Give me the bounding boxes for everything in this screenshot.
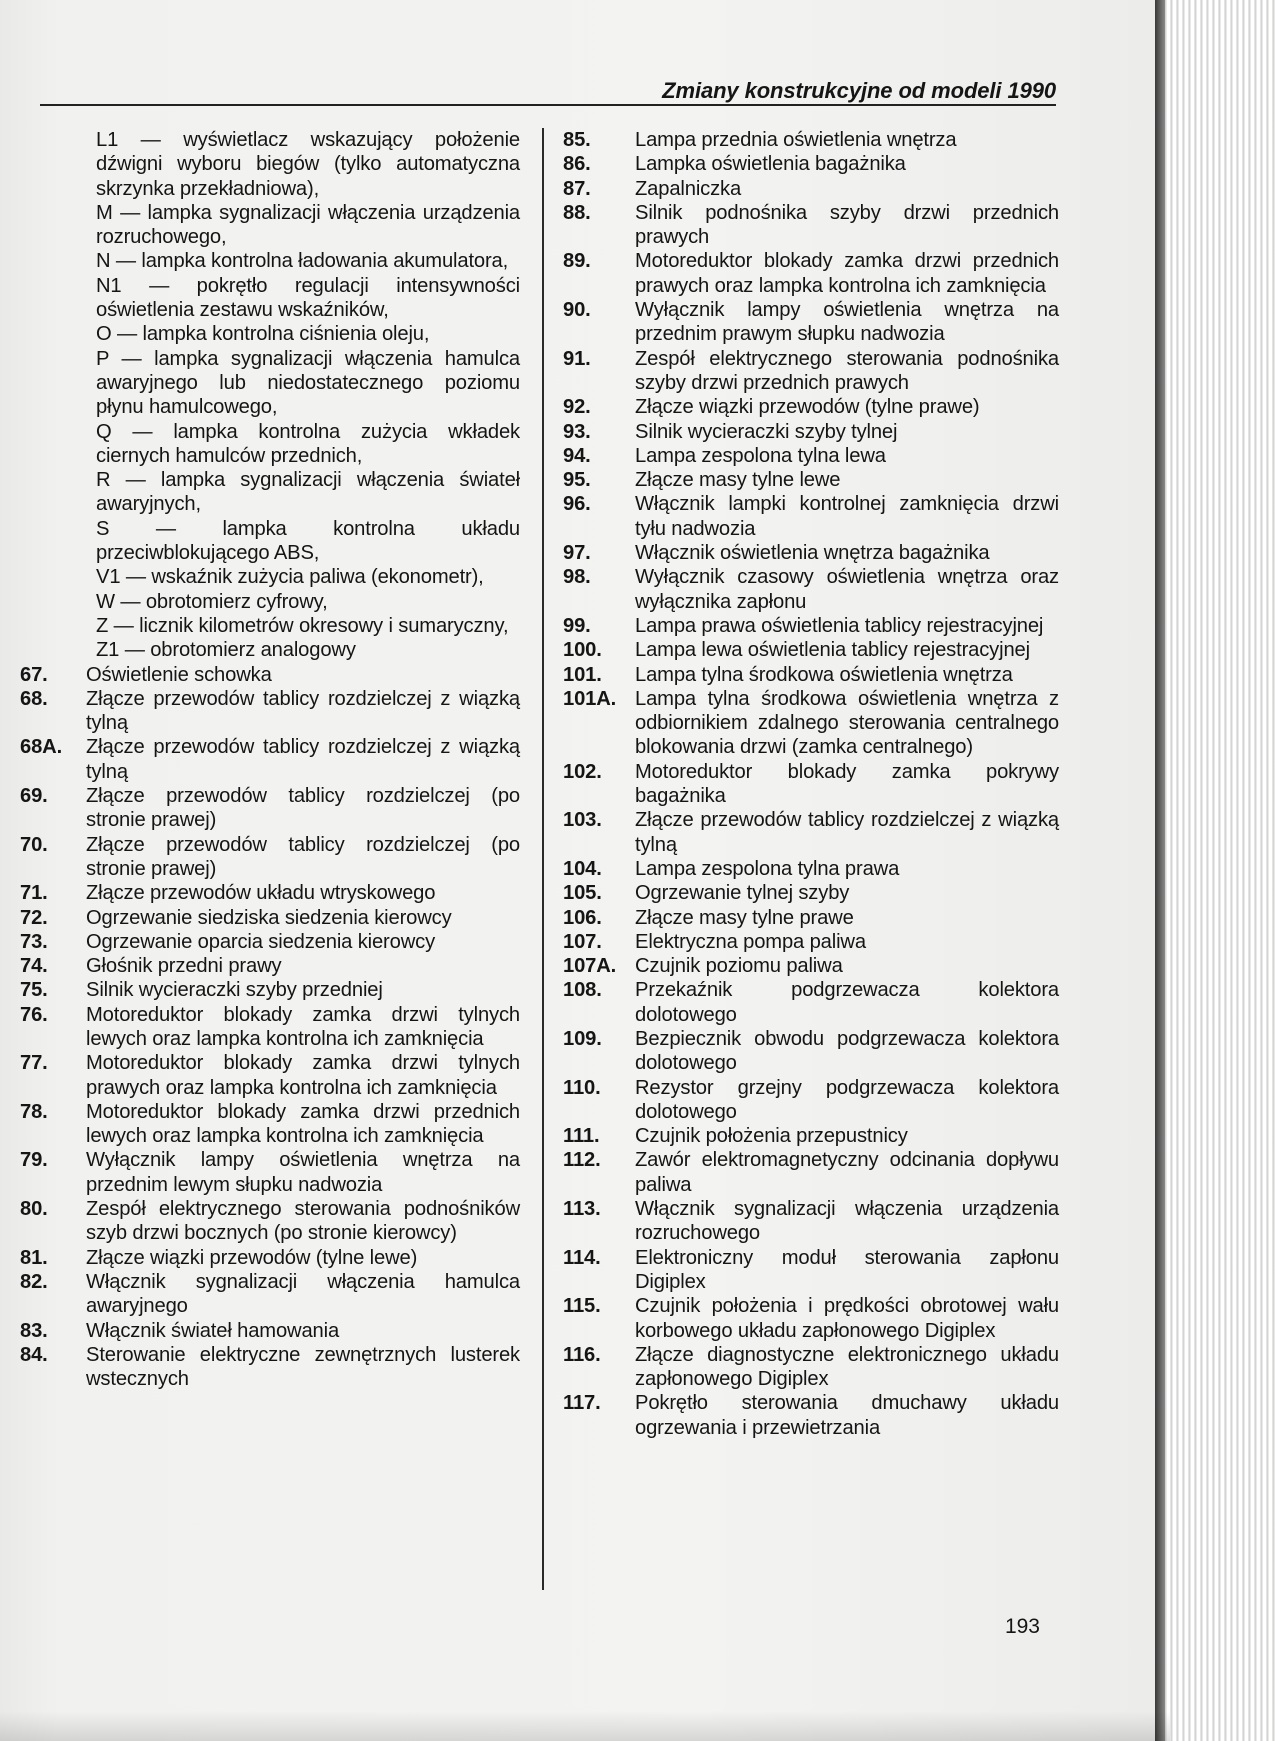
list-item [563, 565, 1059, 614]
list-item [20, 1003, 520, 1052]
right-item-list [563, 128, 1059, 1440]
item-number: 67. [20, 663, 48, 686]
list-item [20, 881, 520, 905]
list-item [563, 663, 1059, 687]
item-number: 115. [563, 1295, 601, 1318]
list-item [20, 1197, 520, 1246]
item-text: Złącze przewodów układu wtryskowego [86, 882, 436, 905]
item-number: 94. [563, 444, 591, 467]
list-item [20, 1148, 520, 1197]
item-text: Pokrętło sterowania dmuchawy układu ogrzewania i przewietrzania [635, 1392, 1059, 1439]
item-number: 72. [20, 906, 48, 929]
list-item [20, 1246, 520, 1270]
item-number: 84. [20, 1343, 48, 1366]
item-text: Czujnik poziomu paliwa [635, 955, 843, 978]
list-item [563, 760, 1059, 809]
item-number: 98. [563, 566, 591, 589]
legend-entry: N1 — pokrętło regulacji intensywności oświetlenia zestawu wskaźników, [96, 274, 520, 322]
item-number: 113. [563, 1198, 601, 1221]
item-text: Złącze przewodów tablicy rozdzielczej z wiązką tylną [86, 687, 520, 735]
item-text: Przekaźnik podgrzewacza kolektora dolotowego [635, 979, 1059, 1026]
item-number: 79. [20, 1149, 48, 1172]
item-text: Złącze przewodów tablicy rozdzielczej z wiązką tylną [86, 736, 520, 783]
scan-shadow [0, 1711, 1170, 1741]
list-item [563, 1391, 1059, 1440]
item-number: 85. [563, 129, 591, 151]
item-number: 108. [563, 979, 602, 1002]
item-text: Złącze przewodów tablicy rozdzielczej z wiązką tylną [635, 809, 1059, 856]
item-number: 114. [563, 1246, 601, 1269]
item-text: Ogrzewanie oparcia siedzenia kierowcy [86, 930, 436, 953]
list-item [563, 687, 1059, 760]
list-item [563, 1294, 1059, 1343]
list-item [563, 954, 1059, 978]
list-item [563, 395, 1059, 419]
item-text: Zawór elektromagnetyczny odcinania dopływu paliwa [635, 1149, 1059, 1196]
list-item [563, 152, 1059, 176]
item-text: Złącze wiązki przewodów (tylne prawe) [635, 396, 980, 419]
item-number: 76. [20, 1003, 48, 1026]
item-number: 105. [563, 882, 602, 905]
legend-entry: Z — licznik kilometrów okresowy i sumaryczny, [96, 614, 509, 637]
list-item [563, 930, 1059, 954]
item-number: 101. [563, 663, 602, 686]
item-text: Włącznik sygnalizacji włączenia hamulca awaryjnego [86, 1270, 520, 1318]
item-text: Lampa tylna środkowa oświetlenia wnętrza z odbiornikiem zdalnego sterowania centralnego blokowania drzwi (zamka centralnego) [635, 687, 1059, 759]
item-text: Lampa tylna środkowa oświetlenia wnętrza [635, 663, 1013, 686]
item-number: 77. [20, 1052, 48, 1075]
item-number: 89. [563, 250, 591, 273]
list-item [563, 1246, 1059, 1295]
legend-entry: M — lampka sygnalizacji włączenia urządzenia rozruchowego, [96, 201, 520, 249]
list-item [563, 420, 1059, 444]
item-text: Sterowanie elektryczne zewnętrznych lusterek wstecznych [86, 1343, 520, 1391]
item-text: Lampa lewa oświetlenia tablicy rejestracyjnej [635, 639, 1030, 662]
item-text: Oświetlenie schowka [86, 663, 272, 686]
list-item [563, 881, 1059, 905]
list-item [20, 1100, 520, 1149]
item-text: Motoreduktor blokady zamka drzwi tylnych lewych oraz lampka kontrolna ich zamknięcia [86, 1003, 520, 1050]
list-item [563, 857, 1059, 881]
item-number: 96. [563, 493, 591, 516]
item-text: Głośnik przedni prawy [86, 955, 282, 978]
legend-entry: S — lampka kontrolna układu przeciwblokującego ABS, [96, 517, 520, 565]
list-item [563, 541, 1059, 565]
item-number: 109. [563, 1027, 602, 1050]
list-item [20, 1319, 520, 1343]
item-number: 68A. [20, 736, 63, 759]
list-item [20, 784, 520, 833]
legend-entry: N — lampka kontrolna ładowania akumulatora, [96, 250, 509, 273]
item-number: 116. [563, 1343, 601, 1366]
list-item [563, 808, 1059, 857]
item-number: 70. [20, 833, 48, 856]
item-number: 81. [20, 1246, 48, 1269]
item-number: 107A. [563, 955, 617, 978]
item-number: 78. [20, 1100, 48, 1123]
item-number: 80. [20, 1198, 48, 1221]
item-text: Złącze przewodów tablicy rozdzielczej (po stronie prawej) [86, 833, 520, 880]
item-text: Motoreduktor blokady zamka pokrywy bagażnika [635, 760, 1059, 808]
list-item [20, 906, 520, 930]
column-divider [542, 128, 544, 1590]
item-text: Elektryczna pompa paliwa [635, 930, 866, 953]
item-number: 83. [20, 1319, 48, 1342]
item-number: 112. [563, 1149, 601, 1172]
item-number: 104. [563, 857, 602, 880]
item-text: Czujnik położenia i prędkości obrotowej wału korbowego układu zapłonowego Digiplex [635, 1295, 1059, 1342]
legend-entry: O — lampka kontrolna ciśnienia oleju, [96, 323, 430, 346]
item-text: Złącze diagnostyczne elektronicznego układu zapłonowego Digiplex [635, 1343, 1059, 1391]
item-text: Czujnik położenia przepustnicy [635, 1125, 908, 1148]
list-item [563, 177, 1059, 201]
legend-entry: L1 — wyświetlacz wskazujący położenie dźwigni wyboru biegów (tylko automatyczna skrzynka przekładniowa), [96, 129, 520, 200]
list-item [563, 201, 1059, 250]
item-number: 87. [563, 177, 591, 200]
item-text: Ogrzewanie siedziska siedzenia kierowcy [86, 906, 452, 929]
item-text: Motoreduktor blokady zamka drzwi tylnych prawych oraz lampka kontrolna ich zamknięcia [86, 1052, 520, 1099]
list-item [563, 906, 1059, 930]
item-text: Silnik wycieraczki szyby przedniej [86, 979, 383, 1002]
item-text: Motoreduktor blokady zamka drzwi przednich lewych oraz lampka kontrolna ich zamknięcia [86, 1100, 520, 1148]
item-number: 91. [563, 347, 591, 370]
list-item [20, 1270, 520, 1319]
item-number: 92. [563, 396, 591, 419]
item-text: Motoreduktor blokady zamka drzwi przednich prawych oraz lampka kontrolna ich zamknięcia [635, 250, 1059, 297]
item-text: Lampa prawa oświetlenia tablicy rejestracyjnej [635, 614, 1044, 637]
item-number: 102. [563, 760, 602, 783]
item-number: 97. [563, 542, 591, 565]
list-item [20, 930, 520, 954]
legend-entry: Z1 — obrotomierz analogowy [96, 639, 356, 662]
item-text: Zespół elektrycznego sterowania podnośnika szyby drzwi przednich prawych [635, 347, 1059, 394]
list-item [563, 1343, 1059, 1392]
item-text: Wyłącznik czasowy oświetlenia wnętrza oraz wyłącznika zapłonu [635, 566, 1059, 613]
item-number: 95. [563, 469, 591, 492]
item-number: 93. [563, 420, 591, 443]
list-item [563, 298, 1059, 347]
item-number: 110. [563, 1076, 601, 1099]
item-text: Lampa zespolona tylna prawa [635, 857, 900, 880]
list-item [20, 687, 520, 736]
item-text: Lampka oświetlenia bagażnika [635, 153, 906, 176]
item-number: 86. [563, 153, 591, 176]
running-header: Zmiany konstrukcyjne od modeli 1990 [662, 78, 1056, 103]
list-item [20, 1343, 520, 1392]
legend-entry: Q — lampka kontrolna zużycia wkładek ciernych hamulców przednich, [96, 420, 520, 467]
list-item [563, 347, 1059, 396]
list-item [563, 444, 1059, 468]
item-text: Włącznik sygnalizacji włączenia urządzenia rozruchowego [635, 1198, 1059, 1245]
item-number: 68. [20, 687, 48, 710]
item-text: Zapalniczka [635, 177, 742, 200]
item-text: Lampa zespolona tylna lewa [635, 444, 886, 467]
list-item [563, 978, 1059, 1027]
item-text: Włącznik świateł hamowania [86, 1319, 340, 1342]
item-text: Złącze masy tylne lewe [635, 469, 841, 492]
item-text: Włącznik oświetlenia wnętrza bagażnika [635, 542, 990, 565]
item-number: 90. [563, 299, 591, 322]
item-text: Zespół elektrycznego sterowania podnośników szyb drzwi bocznych (po stronie kierowcy) [86, 1198, 520, 1245]
header-rule [40, 104, 1056, 106]
item-number: 100. [563, 639, 602, 662]
item-number: 106. [563, 906, 602, 929]
list-item [20, 735, 520, 784]
item-text: Silnik podnośnika szyby drzwi przednich prawych [635, 201, 1059, 249]
item-number: 71. [20, 882, 48, 905]
item-number: 103. [563, 809, 602, 832]
item-text: Złącze przewodów tablicy rozdzielczej (po stronie prawej) [86, 785, 520, 832]
item-text: Wyłącznik lampy oświetlenia wnętrza na przednim prawym słupku nadwozia [635, 299, 1059, 346]
item-number: 99. [563, 614, 591, 637]
book-page-edge [1155, 0, 1275, 1741]
item-text: Elektroniczny moduł sterowania zapłonu Digiplex [635, 1246, 1059, 1293]
list-item [20, 1051, 520, 1100]
book-gutter-shadow [1155, 0, 1165, 1741]
legend-entry: P — lampka sygnalizacji włączenia hamulca awaryjnego lub niedostatecznego poziomu płynu hamulcowego, [96, 347, 520, 419]
page-number: 193 [1004, 1615, 1040, 1638]
left-column [20, 128, 520, 1391]
item-number: 69. [20, 785, 48, 808]
list-item [20, 663, 520, 687]
list-item [563, 249, 1059, 298]
legend-entry: V1 — wskaźnik zużycia paliwa (ekonometr), [96, 566, 484, 589]
right-column [563, 128, 1059, 1440]
list-item [563, 638, 1059, 662]
legend-entry: R — lampka sygnalizacji włączenia świateł awaryjnych, [96, 469, 520, 516]
item-number: 75. [20, 979, 48, 1002]
item-text: Lampa przednia oświetlenia wnętrza [635, 129, 957, 151]
list-item [20, 978, 520, 1002]
list-item [563, 492, 1059, 541]
list-item [563, 1197, 1059, 1246]
item-text: Złącze masy tylne prawe [635, 906, 854, 929]
list-item [563, 1076, 1059, 1125]
list-item [20, 954, 520, 978]
item-number: 111. [563, 1125, 600, 1148]
item-number: 74. [20, 955, 48, 978]
item-number: 101A. [563, 687, 617, 710]
item-text: Wyłącznik lampy oświetlenia wnętrza na przednim lewym słupku nadwozia [86, 1149, 520, 1196]
item-text: Złącze wiązki przewodów (tylne lewe) [86, 1246, 418, 1269]
item-text: Włącznik lampki kontrolnej zamknięcia drzwi tyłu nadwozia [635, 493, 1059, 540]
item-text: Rezystor grzejny podgrzewacza kolektora dolotowego [635, 1076, 1059, 1123]
item-text: Bezpiecznik obwodu podgrzewacza kolektora dolotowego [635, 1027, 1059, 1075]
list-item [563, 1148, 1059, 1197]
list-item [563, 1124, 1059, 1148]
item-text: Silnik wycieraczki szyby tylnej [635, 420, 898, 443]
list-item [563, 614, 1059, 638]
item-number: 88. [563, 201, 591, 224]
list-item [563, 468, 1059, 492]
list-item [563, 1027, 1059, 1076]
item-number: 82. [20, 1270, 48, 1293]
item-number: 73. [20, 930, 48, 953]
list-item [20, 833, 520, 882]
item-text: Ogrzewanie tylnej szyby [635, 882, 850, 905]
legend-list [20, 128, 520, 663]
item-number: 117. [563, 1392, 601, 1415]
list-item [563, 128, 1059, 152]
left-item-list [20, 663, 520, 1392]
legend-entry: W — obrotomierz cyfrowy, [96, 590, 328, 613]
item-number: 107. [563, 930, 602, 953]
